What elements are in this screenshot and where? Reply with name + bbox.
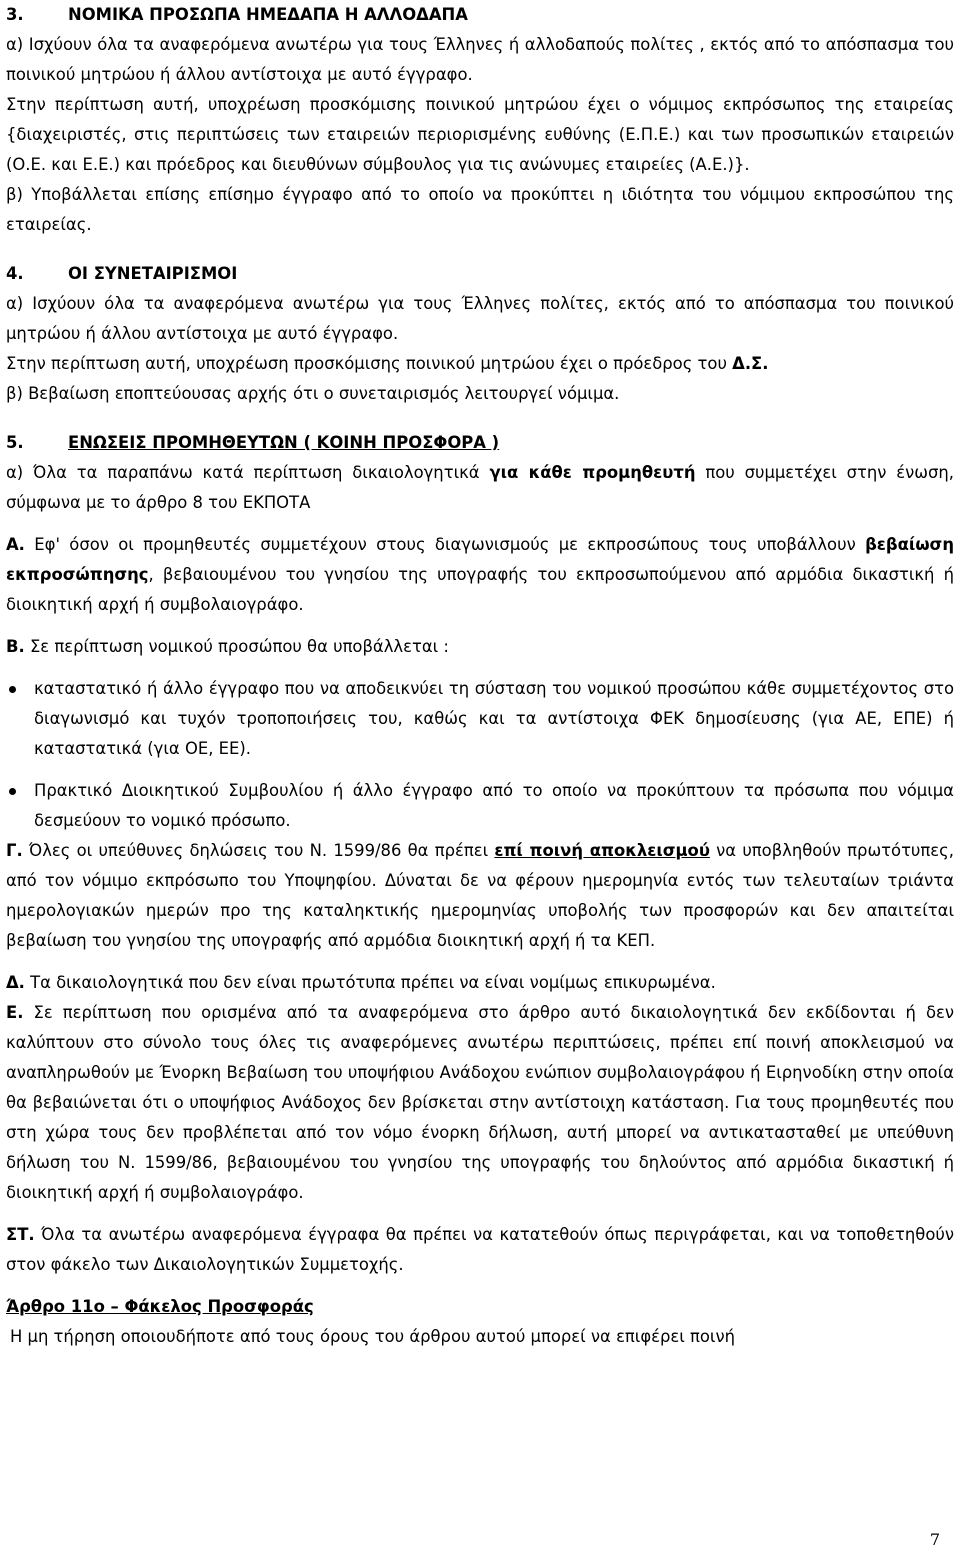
article-text: Η μη τήρηση οποιουδήποτε από τους όρους του άρθρου αυτού μπορεί να επιφέρει ποινή (10, 1327, 736, 1346)
text-run: που συμμετέχει στην ένωση, σύμφωνα με το άρθρο 8 του ΕΚΠΟΤΑ (6, 463, 954, 512)
item-a-paragraph (6, 530, 954, 620)
page-number: 7 (929, 1530, 940, 1549)
section-3-para-a2: Στην περίπτωση αυτή, υποχρέωση προσκόμισης ποινικού μητρώου έχει ο νόμιμος εκπρόσωπος της εταιρείας {διαχειριστές, στις περιπτώσεις των εταιρειών περιορισμένης ευθύνης (Ε.Π.Ε.) και των προσωπικών εταιρειών (Ο.Ε. και Ε.Ε.) και πρόεδρος και διευθύνων σύμβουλος για τις ανώνυμες εταιρείες (Α.Ε.)}. (6, 95, 954, 174)
section-3-heading (6, 0, 954, 30)
article-heading: Άρθρο 11ο – Φάκελος Προσφοράς (6, 1297, 314, 1316)
text-run: Σε περίπτωση νομικού προσώπου θα υποβάλλεται : (24, 637, 449, 656)
underlined-bold-text: επί ποινή αποκλεισμού (494, 841, 710, 860)
section-title: ΟΙ ΣΥΝΕΤΑΙΡΙΣΜΟΙ (68, 264, 238, 283)
text-run: Τα δικαιολογητικά που δεν είναι πρωτότυπα πρέπει να είναι νομίμως επικυρωμένα. (24, 973, 716, 992)
item-letter: Γ. (6, 841, 23, 860)
text-run: Όλες οι υπεύθυνες δηλώσεις του Ν. 1599/86 θα πρέπει (22, 841, 495, 860)
text-run: , βεβαιουμένου του γνησίου της υπογραφής του εκπροσωπούμενου από αρμόδια δικαστική ή διοικητική αρχή ή συμβολαιογράφο. (6, 565, 954, 614)
section-3-para-b: β) Υποβάλλεται επίσης επίσημο έγγραφο από το οποίο να προκύπτει η ιδιότητα του νόμιμου εκπροσώπου της εταιρείας. (6, 185, 954, 234)
section-number: 4. (6, 264, 24, 283)
text-run: να υποβληθούν πρωτότυπες, από τον νόμιμο εκπρόσωπο του Υποψηφίου. Δύναται δε να φέρουν ημερομηνία εντός των τελευταίων τριάντα ημερολογιακών ημερών προ της καταληκτικής ημερομηνίας υποβολής των προσφορών και δεν απαιτείται βεβαίωση του γνησίου της υπογραφής από αρμόδια διοικητική αρχή ή τα ΚΕΠ. (6, 841, 954, 950)
item-g-paragraph (6, 836, 954, 956)
item-e-paragraph (6, 998, 954, 1208)
section-5-para-a (6, 458, 954, 518)
text-run: Εφ' όσον οι προμηθευτές συμμετέχουν στους διαγωνισμούς με εκπροσώπους τους υποβάλλουν (24, 535, 866, 554)
item-d-paragraph (6, 968, 954, 998)
bold-text: Δ.Σ. (732, 354, 769, 373)
text-run: Σε περίπτωση που ορισμένα από τα αναφερόμενα στο άρθρο αυτό δικαιολογητικά δεν εκδίδονται ή δεν καλύπτουν στο σύνολο τους όλες τις αναφερόμενες ανωτέρω περιπτώσεις, πρέπει επί ποινή αποκλεισμού να αναπληρωθούν με Ένορκη Βεβαίωση του υποψήφιου Ανάδοχου ενώπιον συμβολαιογράφου ή Ειρηνοδίκη στην οποία θα βεβαιώνεται ότι ο υποψήφιος Ανάδοχος δεν βρίσκεται στην αντίστοιχη κατάσταση. Για τους προμηθευτές που στη χώρα τους δεν προβλέπεται από τον νόμο ένορκη δήλωση, αυτή μπορεί να αντικατασταθεί με υπεύθυνη δήλωση του Ν. 1599/86, βεβαιουμένου του γνησίου της υπογραφής του δηλούντος από αρμόδια δικαστική ή διοικητική αρχή ή συμβολαιογράφο. (6, 1003, 954, 1202)
section-3-para-a: α) Ισχύουν όλα τα αναφερόμενα ανωτέρω για τους Έλληνες ή αλλοδαπούς πολίτες , εκτός από το απόσπασμα του ποινικού μητρώου ή άλλου αντίστοιχα με αυτό έγγραφο. (6, 35, 954, 84)
bold-text: βεβαίωση εκπροσώπησης (6, 535, 954, 584)
section-number: 3. (6, 5, 24, 24)
section-title: ΕΝΩΣΕΙΣ ΠΡΟΜΗΘΕΥΤΩΝ ( ΚΟΙΝΗ ΠΡΟΣΦΟΡΑ ) (68, 433, 500, 452)
bullet-text: Πρακτικό Διοικητικού Συμβουλίου ή άλλο έγγραφο από το οποίο να προκύπτουν τα πρόσωπα που νόμιμα δεσμεύουν το νομικό πρόσωπο. (34, 781, 954, 830)
bullet-item (6, 674, 954, 764)
item-letter: Β. (6, 637, 25, 656)
item-letter: ΣΤ. (6, 1225, 35, 1244)
section-5-heading (6, 428, 954, 458)
section-4-para-b: β) Βεβαίωση εποπτεύουσας αρχής ότι ο συνεταιρισμός λειτουργεί νόμιμα. (6, 384, 620, 403)
item-b-paragraph (6, 632, 954, 662)
text-run: Όλα τα ανωτέρω αναφερόμενα έγγραφα θα πρέπει να κατατεθούν όπως περιγράφεται, και να τοποθετηθούν στον φάκελο των Δικαιολογητικών Συμμετοχής. (6, 1225, 954, 1274)
bold-text: για κάθε προμηθευτή (489, 463, 696, 482)
item-letter: Ε. (6, 1003, 24, 1022)
section-number: 5. (6, 433, 24, 452)
bullet-item (6, 776, 954, 836)
section-4-para-a: α) Ισχύουν όλα τα αναφερόμενα ανωτέρω για τους Έλληνες πολίτες, εκτός από το απόσπασμα του ποινικού μητρώου ή άλλου αντίστοιχα με αυτό έγγραφο. (6, 294, 954, 343)
section-title: ΝΟΜΙΚΑ ΠΡΟΣΩΠΑ ΗΜΕΔΑΠΑ Η ΑΛΛΟΔΑΠΑ (68, 5, 468, 24)
text-run: α) Όλα τα παραπάνω κατά περίπτωση δικαιολογητικά (6, 463, 490, 482)
item-letter: Α. (6, 535, 25, 554)
text-run: Στην περίπτωση αυτή, υποχρέωση προσκόμισης ποινικού μητρώου έχει ο πρόεδρος του (6, 354, 733, 373)
bullet-icon (9, 788, 16, 795)
item-st-paragraph (6, 1220, 954, 1280)
section-4-para-a2 (6, 349, 954, 379)
item-letter: Δ. (6, 973, 25, 992)
bullet-text: καταστατικό ή άλλο έγγραφο που να αποδεικνύει τη σύσταση του νομικού προσώπου κάθε συμμετέχοντος στο διαγωνισμό και τυχόν τροποποιήσεις του, καθώς και τα αντίστοιχα ΦΕΚ δημοσίευσης (για ΑΕ, ΕΠΕ) ή καταστατικά (για ΟΕ, ΕΕ). (34, 679, 954, 758)
document-page (6, 0, 954, 1352)
section-4-heading (6, 259, 954, 289)
bullet-icon (9, 686, 16, 693)
